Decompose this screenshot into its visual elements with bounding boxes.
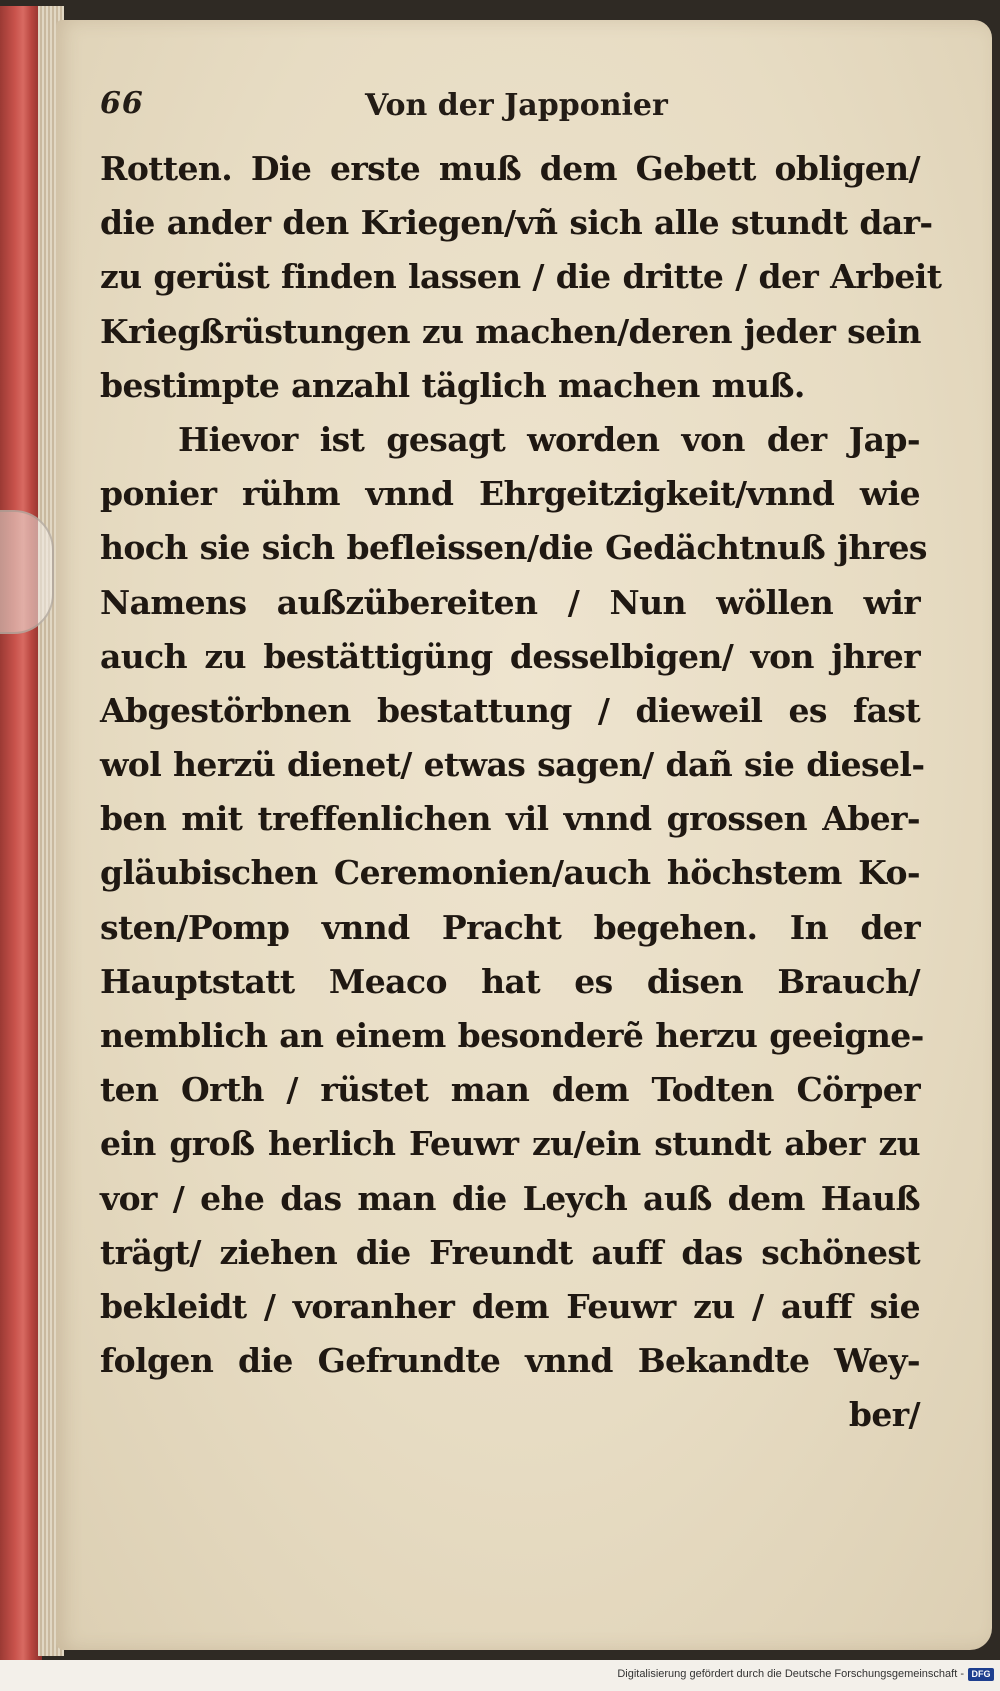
running-title: Von der Japponier bbox=[365, 88, 668, 123]
text-line: auch zu bestättigüng desselbigen/ von jhrer bbox=[100, 636, 920, 676]
footer-credit: Digitalisierung gefördert durch die Deutsche Forschungsgemeinschaft - bbox=[617, 1668, 964, 1680]
text-line: ben mit treffenlichen vil vnnd grossen Aber- bbox=[100, 799, 920, 839]
running-head bbox=[100, 86, 920, 136]
text-line: ponier rühm vnnd Ehrgeitzigkeit/vnnd wie bbox=[100, 474, 920, 514]
red-page-edge bbox=[0, 6, 42, 1660]
text-line: trägt/ ziehen die Freundt auff das schönest bbox=[100, 1232, 920, 1272]
clip-tab bbox=[0, 510, 54, 634]
dfg-logo: DFG bbox=[968, 1668, 994, 1681]
catchword: ber/ bbox=[848, 1395, 920, 1435]
text-line: Abgestörbnen bestattung / dieweil es fast bbox=[100, 690, 920, 730]
text-line: gläubischen Ceremonien/auch höchstem Ko- bbox=[100, 853, 920, 893]
text-line: Namens außzübereiten / Nun wöllen wir bbox=[100, 582, 920, 622]
text-line: nemblich an einem besonderẽ herzu geeigne- bbox=[100, 1016, 924, 1055]
text-line: die ander den Kriegen/vñ sich alle stundt dar- bbox=[100, 203, 933, 243]
text-line: bekleidt / voranher dem Feuwr zu / auff sie bbox=[100, 1286, 920, 1326]
text-line: Hievor ist gesagt worden von der Jap- bbox=[178, 419, 920, 459]
text-line: sten/Pomp vnnd Pracht begehen. In der bbox=[100, 907, 920, 947]
text-line: wol herzü dienet/ etwas sagen/ dañ sie diesel- bbox=[100, 745, 925, 785]
text-line: bestimpte anzahl täglich machen muß. bbox=[100, 365, 805, 405]
text-line: folgen die Gefrundte vnnd Bekandte Wey- bbox=[100, 1341, 920, 1381]
text-line: Rotten. Die erste muß dem Gebett obligen/ bbox=[100, 149, 920, 188]
text-line: vor / ehe das man die Leych auß dem Hauß bbox=[100, 1178, 920, 1218]
text-line: hoch sie sich befleissen/die Gedächtnuß jhres bbox=[100, 528, 927, 568]
digitization-footer bbox=[0, 1660, 1000, 1691]
text-line: Kriegßrüstungen zu machen/deren jeder sein bbox=[100, 311, 921, 351]
text-line: zu gerüst finden lassen / die dritte / der Arbeit bbox=[100, 257, 942, 297]
text-line: ten Orth / rüstet man dem Todten Cörper bbox=[100, 1070, 920, 1110]
text-line: Hauptstatt Meaco hat es disen Brauch/ bbox=[100, 961, 920, 1001]
text-line: ein groß herlich Feuwr zu/ein stundt aber zu bbox=[100, 1124, 920, 1164]
body-text bbox=[100, 142, 942, 1443]
page-number: 66 bbox=[100, 86, 144, 121]
